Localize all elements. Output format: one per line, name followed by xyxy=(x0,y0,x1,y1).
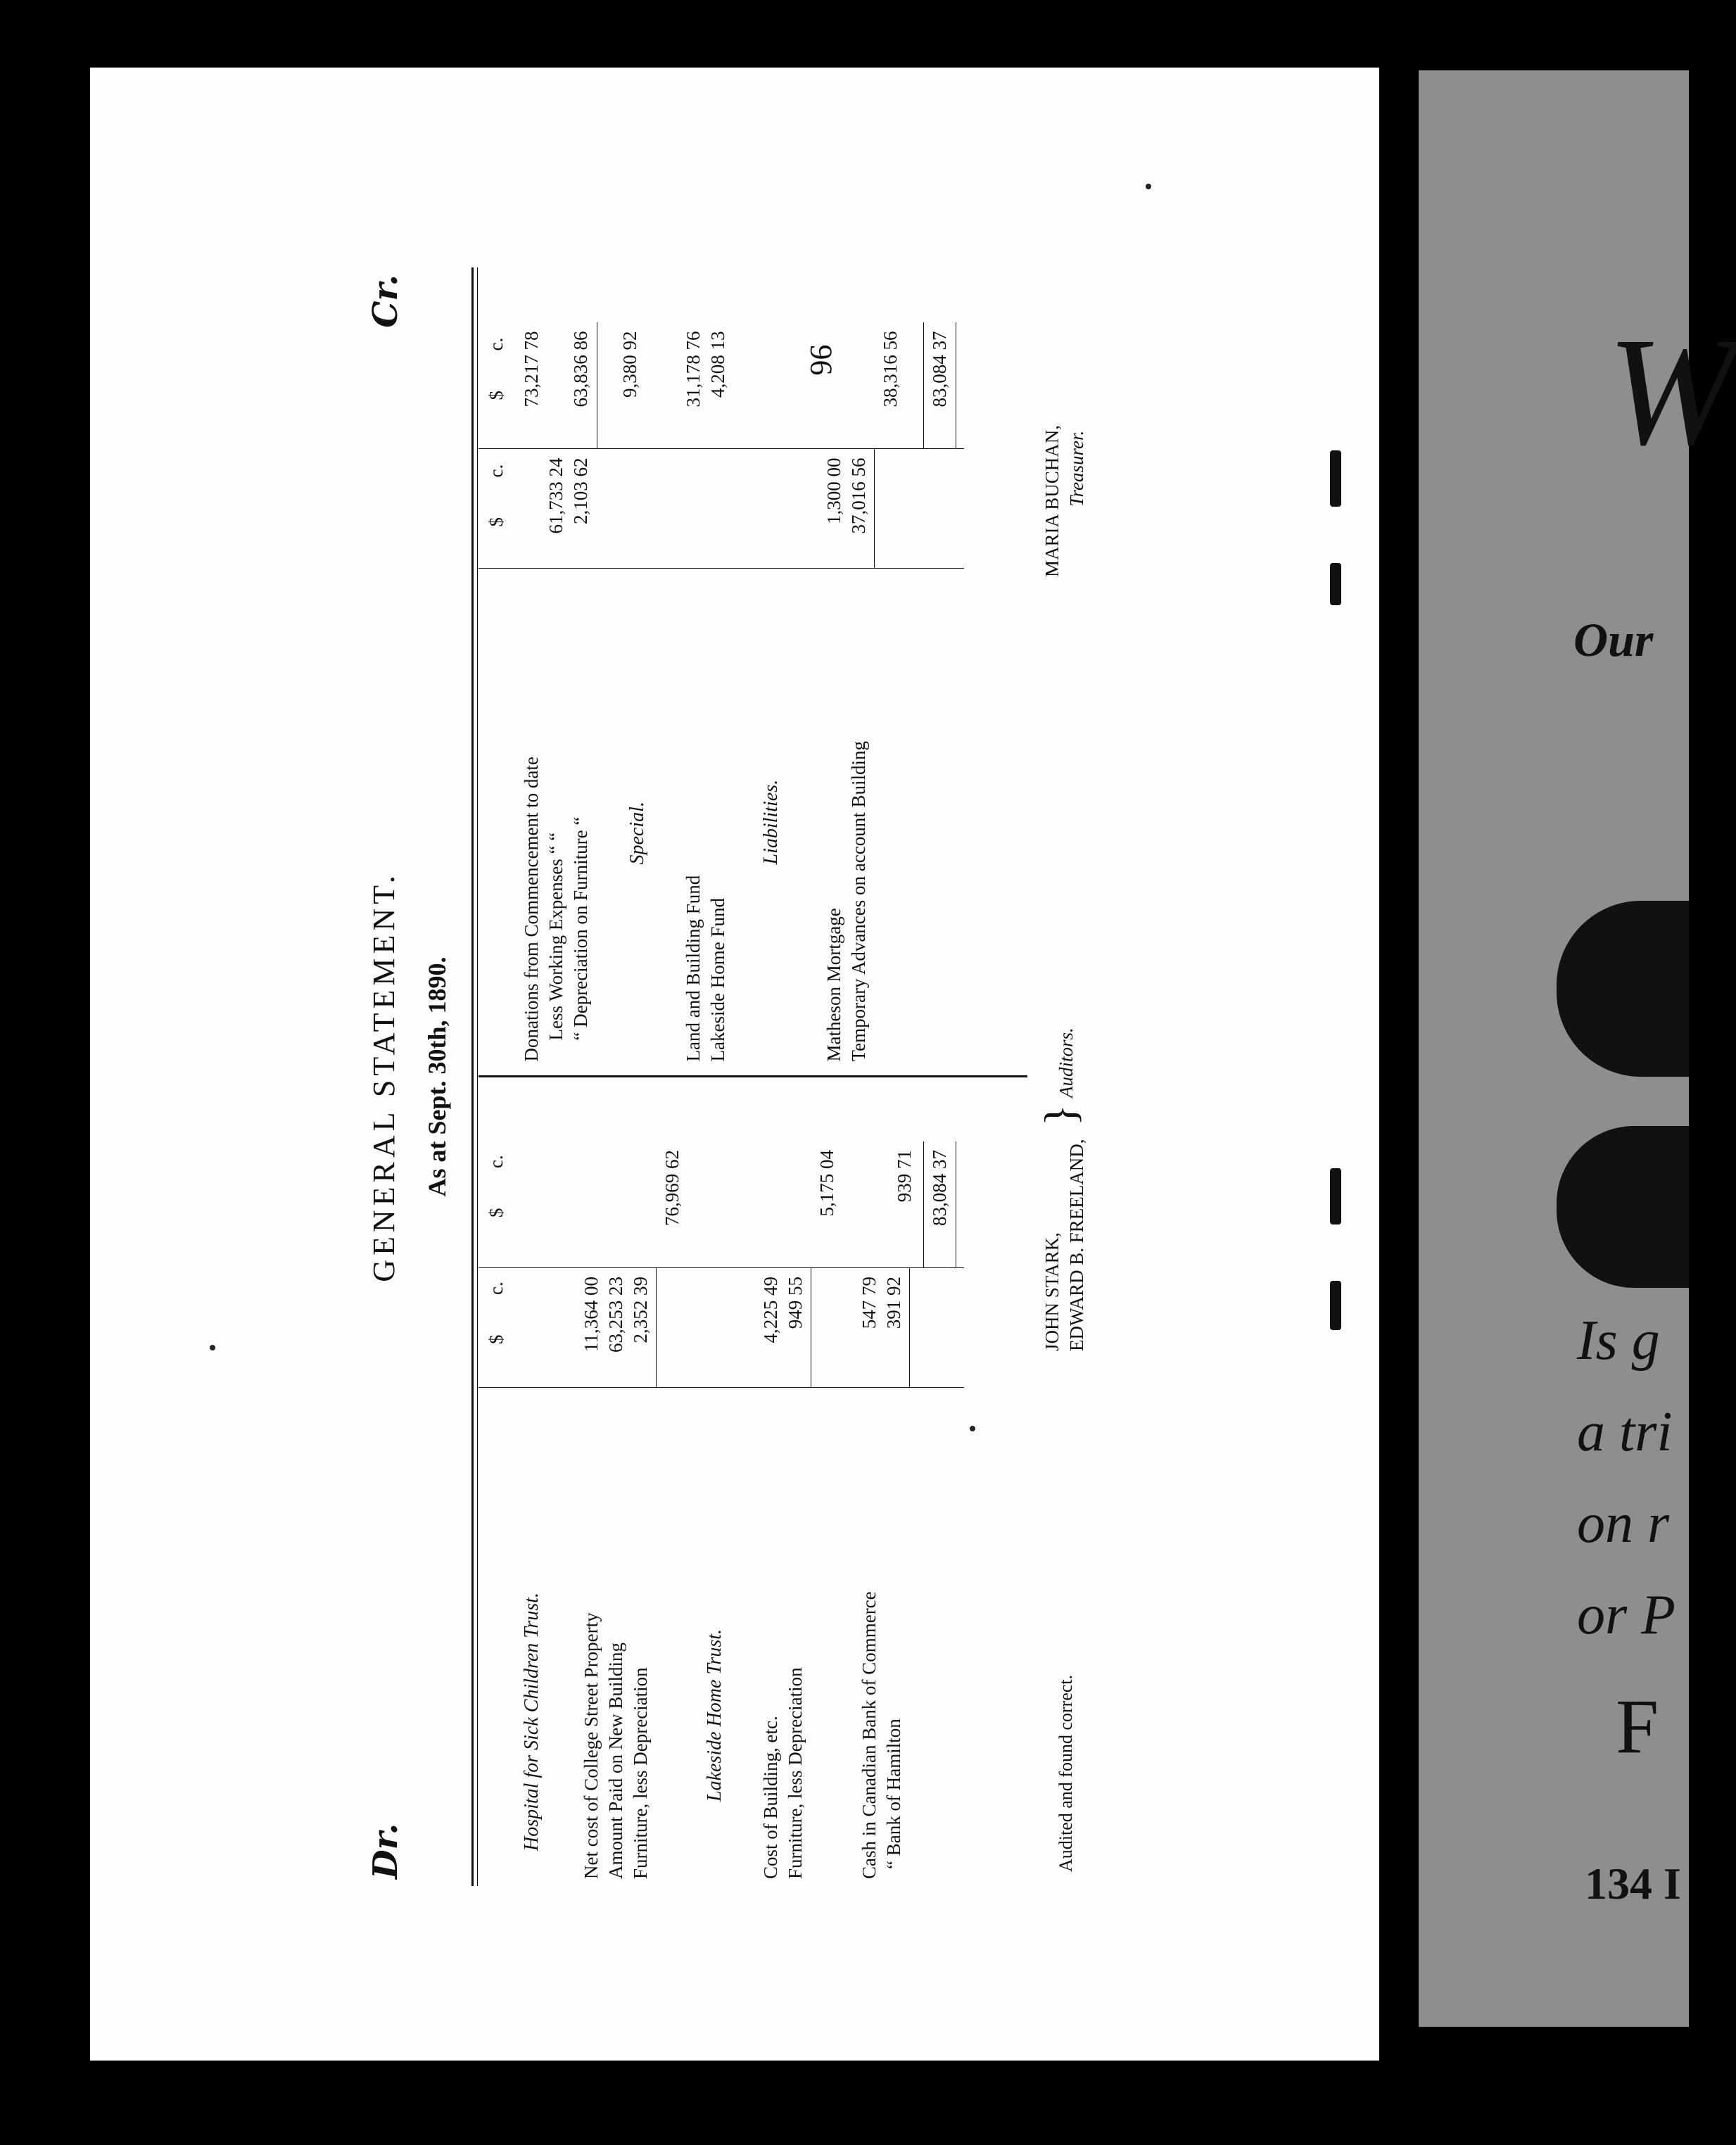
treasurer-name: MARIA BUCHAN, xyxy=(1041,424,1063,577)
ledger-row: “ Bank of Hamilton xyxy=(883,1719,904,1869)
ledger-row: Less Working Expenses “ “ xyxy=(545,832,566,1041)
ledger-amount: 547 79 xyxy=(859,1277,880,1329)
ledger-inner-amount: 61,733 24 xyxy=(545,457,566,534)
credit-grand-total: 83,084 37 xyxy=(929,331,950,407)
audited-note: Audited and found correct. xyxy=(1056,1674,1076,1872)
cover-page xyxy=(1419,70,1736,2027)
ledger-row: Amount Paid on New Building xyxy=(605,1643,626,1879)
section-title: Lakeside Home Trust. xyxy=(704,1629,726,1802)
ledger-amount: 11,364 00 xyxy=(581,1277,602,1352)
cover-big-letter: F xyxy=(1616,1683,1659,1769)
scan-speck xyxy=(210,1345,215,1350)
ledger-row: Net cost of College Street Property xyxy=(581,1612,602,1879)
cover-line: a tri xyxy=(1577,1401,1673,1463)
auditors-label: Auditors. xyxy=(1056,1027,1077,1098)
ledger-amount: 31,178 76 xyxy=(683,331,704,407)
binding-mark xyxy=(1330,450,1341,507)
credit-side xyxy=(479,267,1027,1076)
statement-footer xyxy=(1034,267,1119,1886)
section-title: Hospital for Sick Children Trust. xyxy=(521,1593,543,1851)
ledger-amount: 73,217 78 xyxy=(521,331,542,407)
statement-title: GENERAL STATEMENT. xyxy=(367,871,401,1282)
page-number: 96 xyxy=(804,344,839,376)
section-title: Liabilities. xyxy=(760,779,782,865)
general-statement xyxy=(366,267,1126,1886)
ledger-row: Lakeside Home Fund xyxy=(707,898,728,1062)
ledger-row: Cash in Canadian Bank of Commerce xyxy=(859,1591,880,1879)
ledger-row: Furniture, less Depreciation xyxy=(630,1667,651,1879)
cover-large-letter xyxy=(1557,901,1689,1077)
ledger-amount: 391 92 xyxy=(883,1277,904,1329)
binding-mark xyxy=(1330,1168,1341,1225)
ledger-amount: 63,836 86 xyxy=(570,331,591,407)
ledger-row: Temporary Advances on account Building xyxy=(848,741,869,1062)
ledger-inner-amount: 2,103 62 xyxy=(570,457,591,524)
dollars-head: $ xyxy=(486,517,507,527)
section-total: 5,175 04 xyxy=(816,1150,837,1217)
ledger-row: Land and Building Fund xyxy=(683,875,704,1062)
section-title: Special. xyxy=(626,802,648,865)
ledger-row: Cost of Building, etc. xyxy=(760,1716,781,1879)
ledger-amount: 4,225 49 xyxy=(760,1277,781,1343)
ledger-amount: 38,316 56 xyxy=(880,331,901,407)
debit-grand-total: 83,084 37 xyxy=(929,1150,950,1226)
dollars-head: $ xyxy=(486,1208,507,1217)
ledger-table xyxy=(479,267,1027,1886)
binding-mark xyxy=(1330,563,1341,605)
cover-large-letter xyxy=(1557,1126,1689,1288)
cents-head: c. xyxy=(486,464,507,478)
debit-mark: Dr. xyxy=(366,1823,405,1879)
scan-speck xyxy=(1146,184,1151,189)
cover-line: on r xyxy=(1577,1493,1670,1555)
ledger-inner-amount: 37,016 56 xyxy=(848,457,869,534)
cover-address: 134 I xyxy=(1585,1859,1681,1909)
cover-headline: W xyxy=(1607,305,1736,477)
ledger-amount: 4,208 13 xyxy=(707,331,728,398)
double-rule xyxy=(471,267,474,1886)
debit-side xyxy=(479,1076,1027,1887)
cover-line: or P xyxy=(1577,1584,1675,1646)
ledger-row: Matheson Mortgage xyxy=(823,908,844,1062)
dollars-head: $ xyxy=(486,1334,507,1344)
ledger-row: “ Depreciation on Furniture “ xyxy=(570,816,591,1041)
auditor-name: EDWARD B. FREELAND, xyxy=(1066,1139,1087,1351)
brace: } xyxy=(1035,1104,1085,1126)
ledger-amount: 63,253 23 xyxy=(605,1277,626,1353)
credit-mark: Cr. xyxy=(366,274,405,328)
section-total: 939 71 xyxy=(894,1150,915,1203)
ledger-row: Donations from Commencement to date xyxy=(521,757,542,1062)
binding-mark xyxy=(1330,1281,1341,1330)
ledger-inner-amount: 1,300 00 xyxy=(823,457,844,524)
section-total: 76,969 62 xyxy=(661,1150,683,1226)
cover-line: Is g xyxy=(1577,1310,1660,1372)
cents-head: c. xyxy=(486,1282,507,1295)
ledger-row: Furniture, less Depreciation xyxy=(785,1667,806,1879)
dollars-head: $ xyxy=(486,391,507,400)
cents-head: c. xyxy=(486,1155,507,1168)
ledger-amount: 2,352 39 xyxy=(630,1277,651,1343)
statement-date: As at Sept. 30th, 1890. xyxy=(423,956,451,1197)
auditor-name: JOHN STARK, xyxy=(1041,1232,1063,1351)
section-total: 9,380 92 xyxy=(619,331,640,398)
treasurer-title: Treasurer. xyxy=(1066,430,1087,507)
cents-head: c. xyxy=(486,337,507,351)
ledger-amount: 949 55 xyxy=(785,1277,806,1329)
cover-line: Our xyxy=(1573,613,1654,666)
